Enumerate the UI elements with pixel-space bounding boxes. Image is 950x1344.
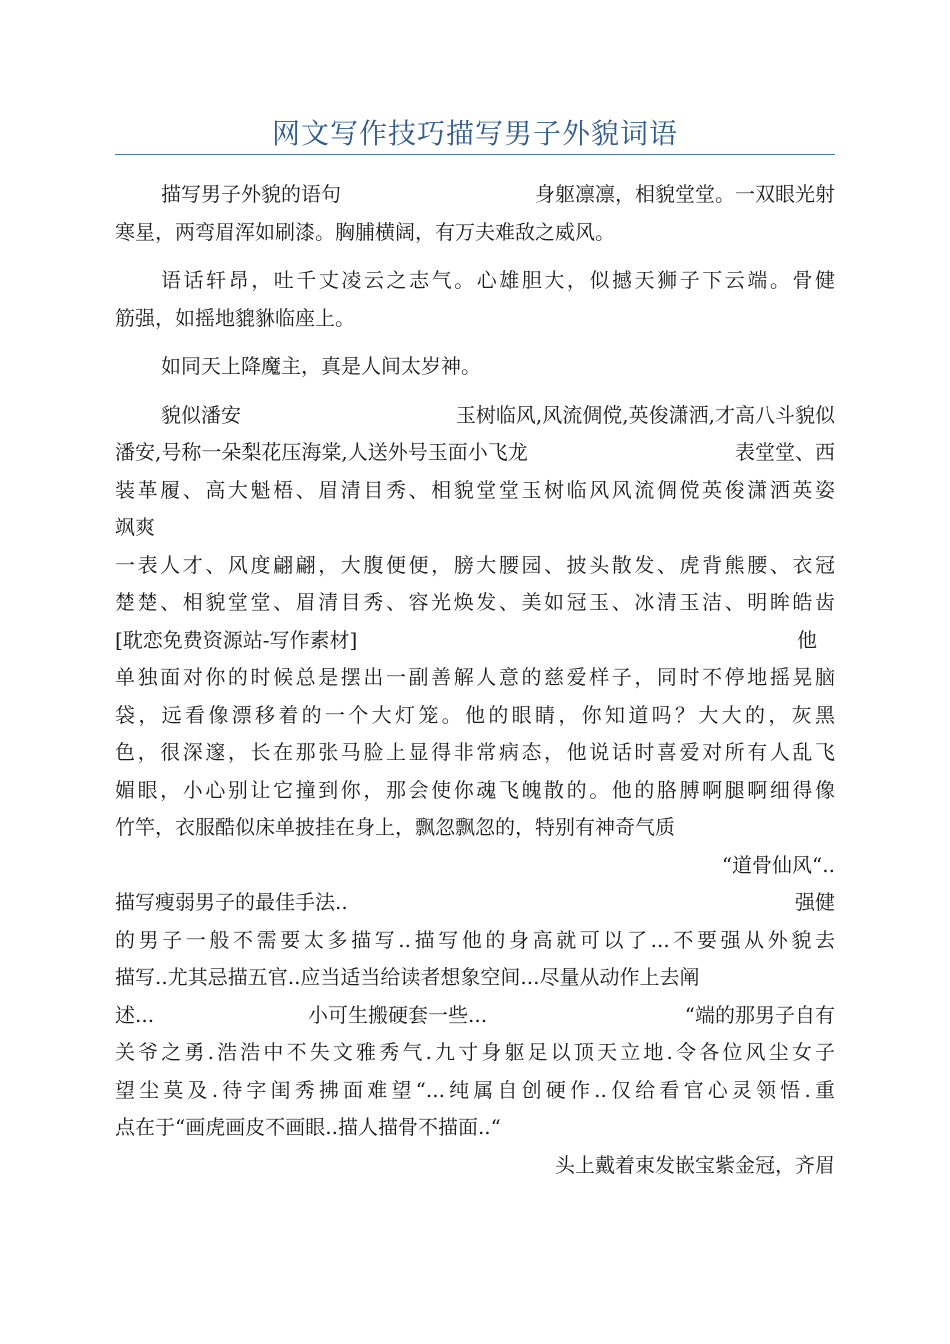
paragraph-line [115, 622, 835, 660]
text-segment: “端的那男子自有 [684, 1002, 835, 1027]
text-segment: 描写瘦弱男子的最佳手法.. [115, 890, 348, 914]
paragraph-line: 头上戴着束发嵌宝紫金冠，齐眉 [555, 1152, 835, 1177]
paragraph-line [115, 397, 835, 435]
paragraph-line: 飒爽 [115, 515, 155, 539]
paragraph-line [115, 176, 835, 214]
paragraph-line: 一表人才、风度翩翩，大腹便便，膀大腰园、披头散发、虎背熊腰、衣冠 [115, 552, 835, 577]
paragraph-line: 描写..尤其忌描五官..应当适当给读者想象空间...尽量从动作上去阐 [115, 965, 700, 989]
text-segment: 他 [797, 627, 817, 652]
document-title: 网文写作技巧描写男子外貌词语 [271, 117, 678, 150]
paragraph-line [115, 884, 835, 922]
paragraph-line: 楚楚、相貌堂堂、眉清目秀、容光焕发、美如冠玉、冰清玉洁、明眸皓齿 [115, 590, 835, 614]
text-segment: 玉树临风,风流倜傥,英俊潇洒,才高八斗貌似 [455, 402, 835, 427]
paragraph-line: 媚眼，小心别让它撞到你，那会使你魂飞魄散的。他的胳膊啊腿啊细得像 [115, 777, 835, 802]
paragraph-line [115, 434, 835, 472]
paragraph-line: 色，很深邃，长在那张马脸上显得非常病态，他说话时喜爱对所有人乱飞 [115, 740, 835, 764]
paragraph-line: 的男子一般不需要太多描写..描写他的身高就可以了...不要强从外貌去 [115, 927, 835, 952]
paragraph-line: 望尘莫及.待字闺秀拂面难望“...纯属自创硬作..仅给看官心灵领悟.重 [115, 1077, 835, 1102]
text-segment: 潘安,号称一朵梨花压海棠,人送外号玉面小飞龙 [115, 440, 528, 464]
text-segment: 述... [115, 1002, 155, 1027]
text-segment: [耽恋免费资源站-写作素材] [115, 627, 358, 652]
paragraph-line: 单独面对你的时候总是摆出一副善解人意的慈爱样子，同时不停地摇晃脑 [115, 665, 835, 689]
paragraph-line: 袋，远看像漂移着的一个大灯笼。他的眼睛，你知道吗？大大的，灰黑 [115, 702, 835, 727]
paragraph-line: 装革履、高大魁梧、眉清目秀、相貌堂堂玉树临风风流倜傥英俊潇洒英姿 [115, 477, 835, 502]
paragraph-gap [115, 337, 835, 348]
text-segment: 貌似潘安 [161, 402, 241, 427]
paragraph-gap [115, 386, 835, 397]
paragraph-line: 寒星，两弯眉浑如刷漆。胸脯横阔，有万夫难敌之威风。 [115, 219, 615, 244]
paragraph-line: 点在于“画虎画皮不画眼..描人描骨不描面..“ [115, 1115, 501, 1139]
paragraph-line: 如同天上降魔主，真是人间太岁神。 [161, 354, 481, 378]
paragraph-line: “道骨仙风“.. [721, 852, 835, 877]
text-segment: 身躯凛凛，相貌堂堂。一双眼光射 [535, 182, 835, 206]
text-segment: 强健 [795, 890, 835, 914]
paragraph-line: 竹竿，衣服酷似床单披挂在身上，飘忽飘忽的，特别有神奇气质 [115, 815, 675, 839]
text-segment: 表堂堂、西 [735, 440, 835, 464]
document-body [115, 176, 835, 1184]
text-segment: 小可生搬硬套一些... [308, 1002, 488, 1027]
paragraph-line: 关爷之勇.浩浩中不失文雅秀气.九寸身躯足以顶天立地.令各位风尘女子 [115, 1040, 835, 1064]
paragraph-line: 筋强，如摇地貔貅临座上。 [115, 305, 355, 330]
paragraph-gap [115, 251, 835, 262]
paragraph-line [115, 997, 835, 1035]
paragraph-line: 语话轩昂，吐千丈凌云之志气。心雄胆大，似撼天狮子下云端。骨健 [161, 268, 835, 292]
title-underline [115, 154, 835, 155]
text-segment: 描写男子外貌的语句 [161, 182, 341, 206]
